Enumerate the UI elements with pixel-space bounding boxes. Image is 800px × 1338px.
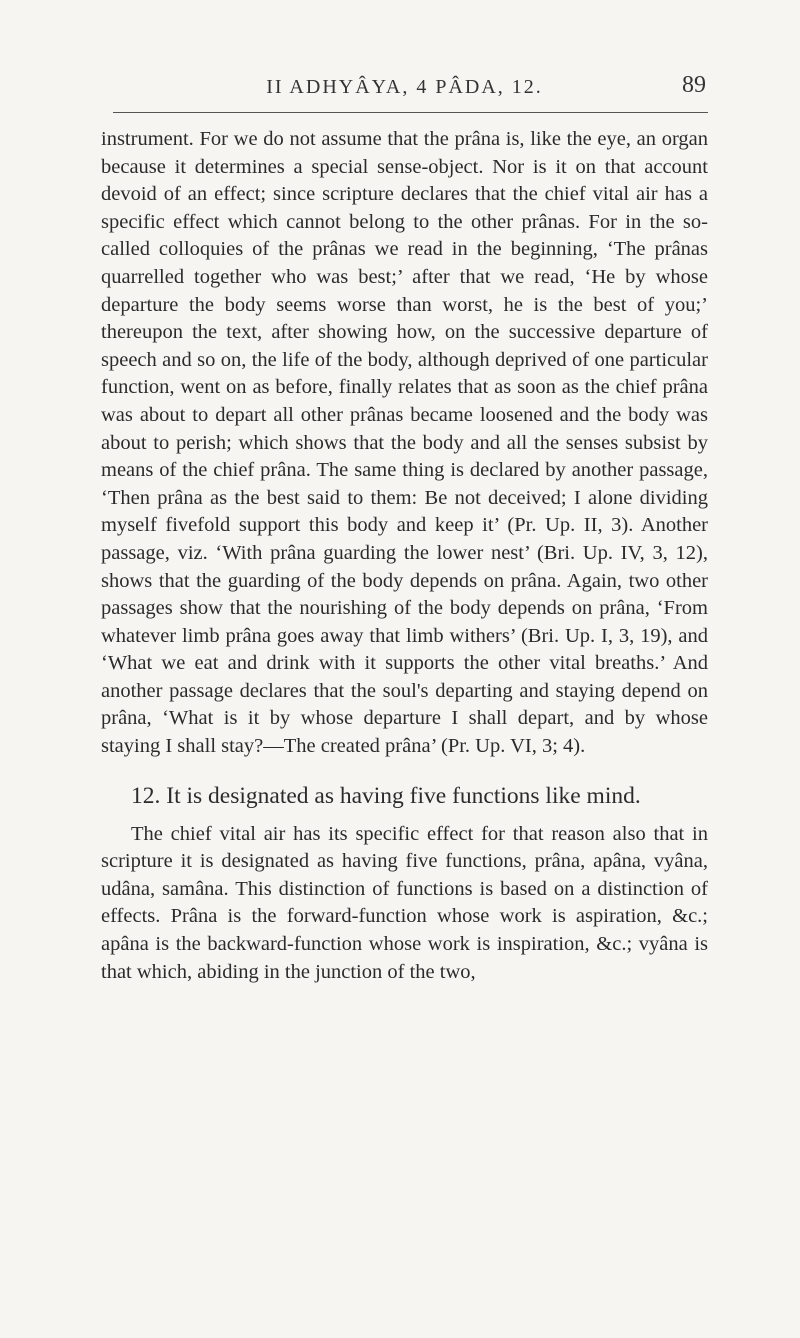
page-header [101,0,708,126]
commentary-paragraph: The chief vital air has its specific effect for that reason also that in scripture it is designated as having five functions, prâna, apâna, vyâna, udâna, samâna. This distinction of functions is based on a distinction of effects. Prâna is the forward-function whose work is aspiration, &c.; apâna is the backward-function whose work is inspiration, &c.; vyâna is that which, abiding in the junction of the two, [101,822,708,983]
main-text [101,126,708,986]
sutra-heading: 12. It is designated as having five functions like mind. [131,782,641,809]
paragraph-continuation: instrument. For we do not assume that the prâna is, like the eye, an organ because it determines a special sense-object. Nor is it on that account devoid of an effect; since scripture declares that the chief vital air has a specific effect which cannot belong to the other prânas. For in the so-called colloquies of the prânas we read in the beginning, ‘The prânas quarrelled together who was best;’ after that we read, ‘He by whose departure the body seems worse than worst, he is the best of you;’ thereupon the text, after showing how, on the successive departure of speech and so on, the life of the body, although deprived of one particular function, went on as before, finally relates that as soon as the chief prâna was about to depart all other prânas became loosened and the body was about to perish; which shows that the body and all the senses subsist by means of the chief prâna. The same thing is declared by another passage, ‘Then prâna as the best said to them: Be not deceived; I alone dividing myself fivefold support this body and keep it’ (Pr. Up. II, 3). Another passage, viz. ‘With prâna guarding the lower nest’ (Bri. Up. IV, 3, 12), shows that the guarding of the body depends on prâna. Again, two other passages show that the nourishing of the body depends on prâna, ‘From whatever limb prâna goes away that limb withers’ (Bri. Up. I, 3, 19), and ‘What we eat and drink with it supports the other vital breaths.’ And another passage declares that the soul's departing and staying depend on prâna, ‘What is it by whose departure I shall depart, and by whose staying I shall stay?—The created prâna’ (Pr. Up. VI, 3; 4). [101,128,708,758]
running-head: II ADHYÂYA, 4 PÂDA, 12. [266,76,543,98]
header-rule [113,112,708,113]
page-number: 89 [682,72,706,98]
